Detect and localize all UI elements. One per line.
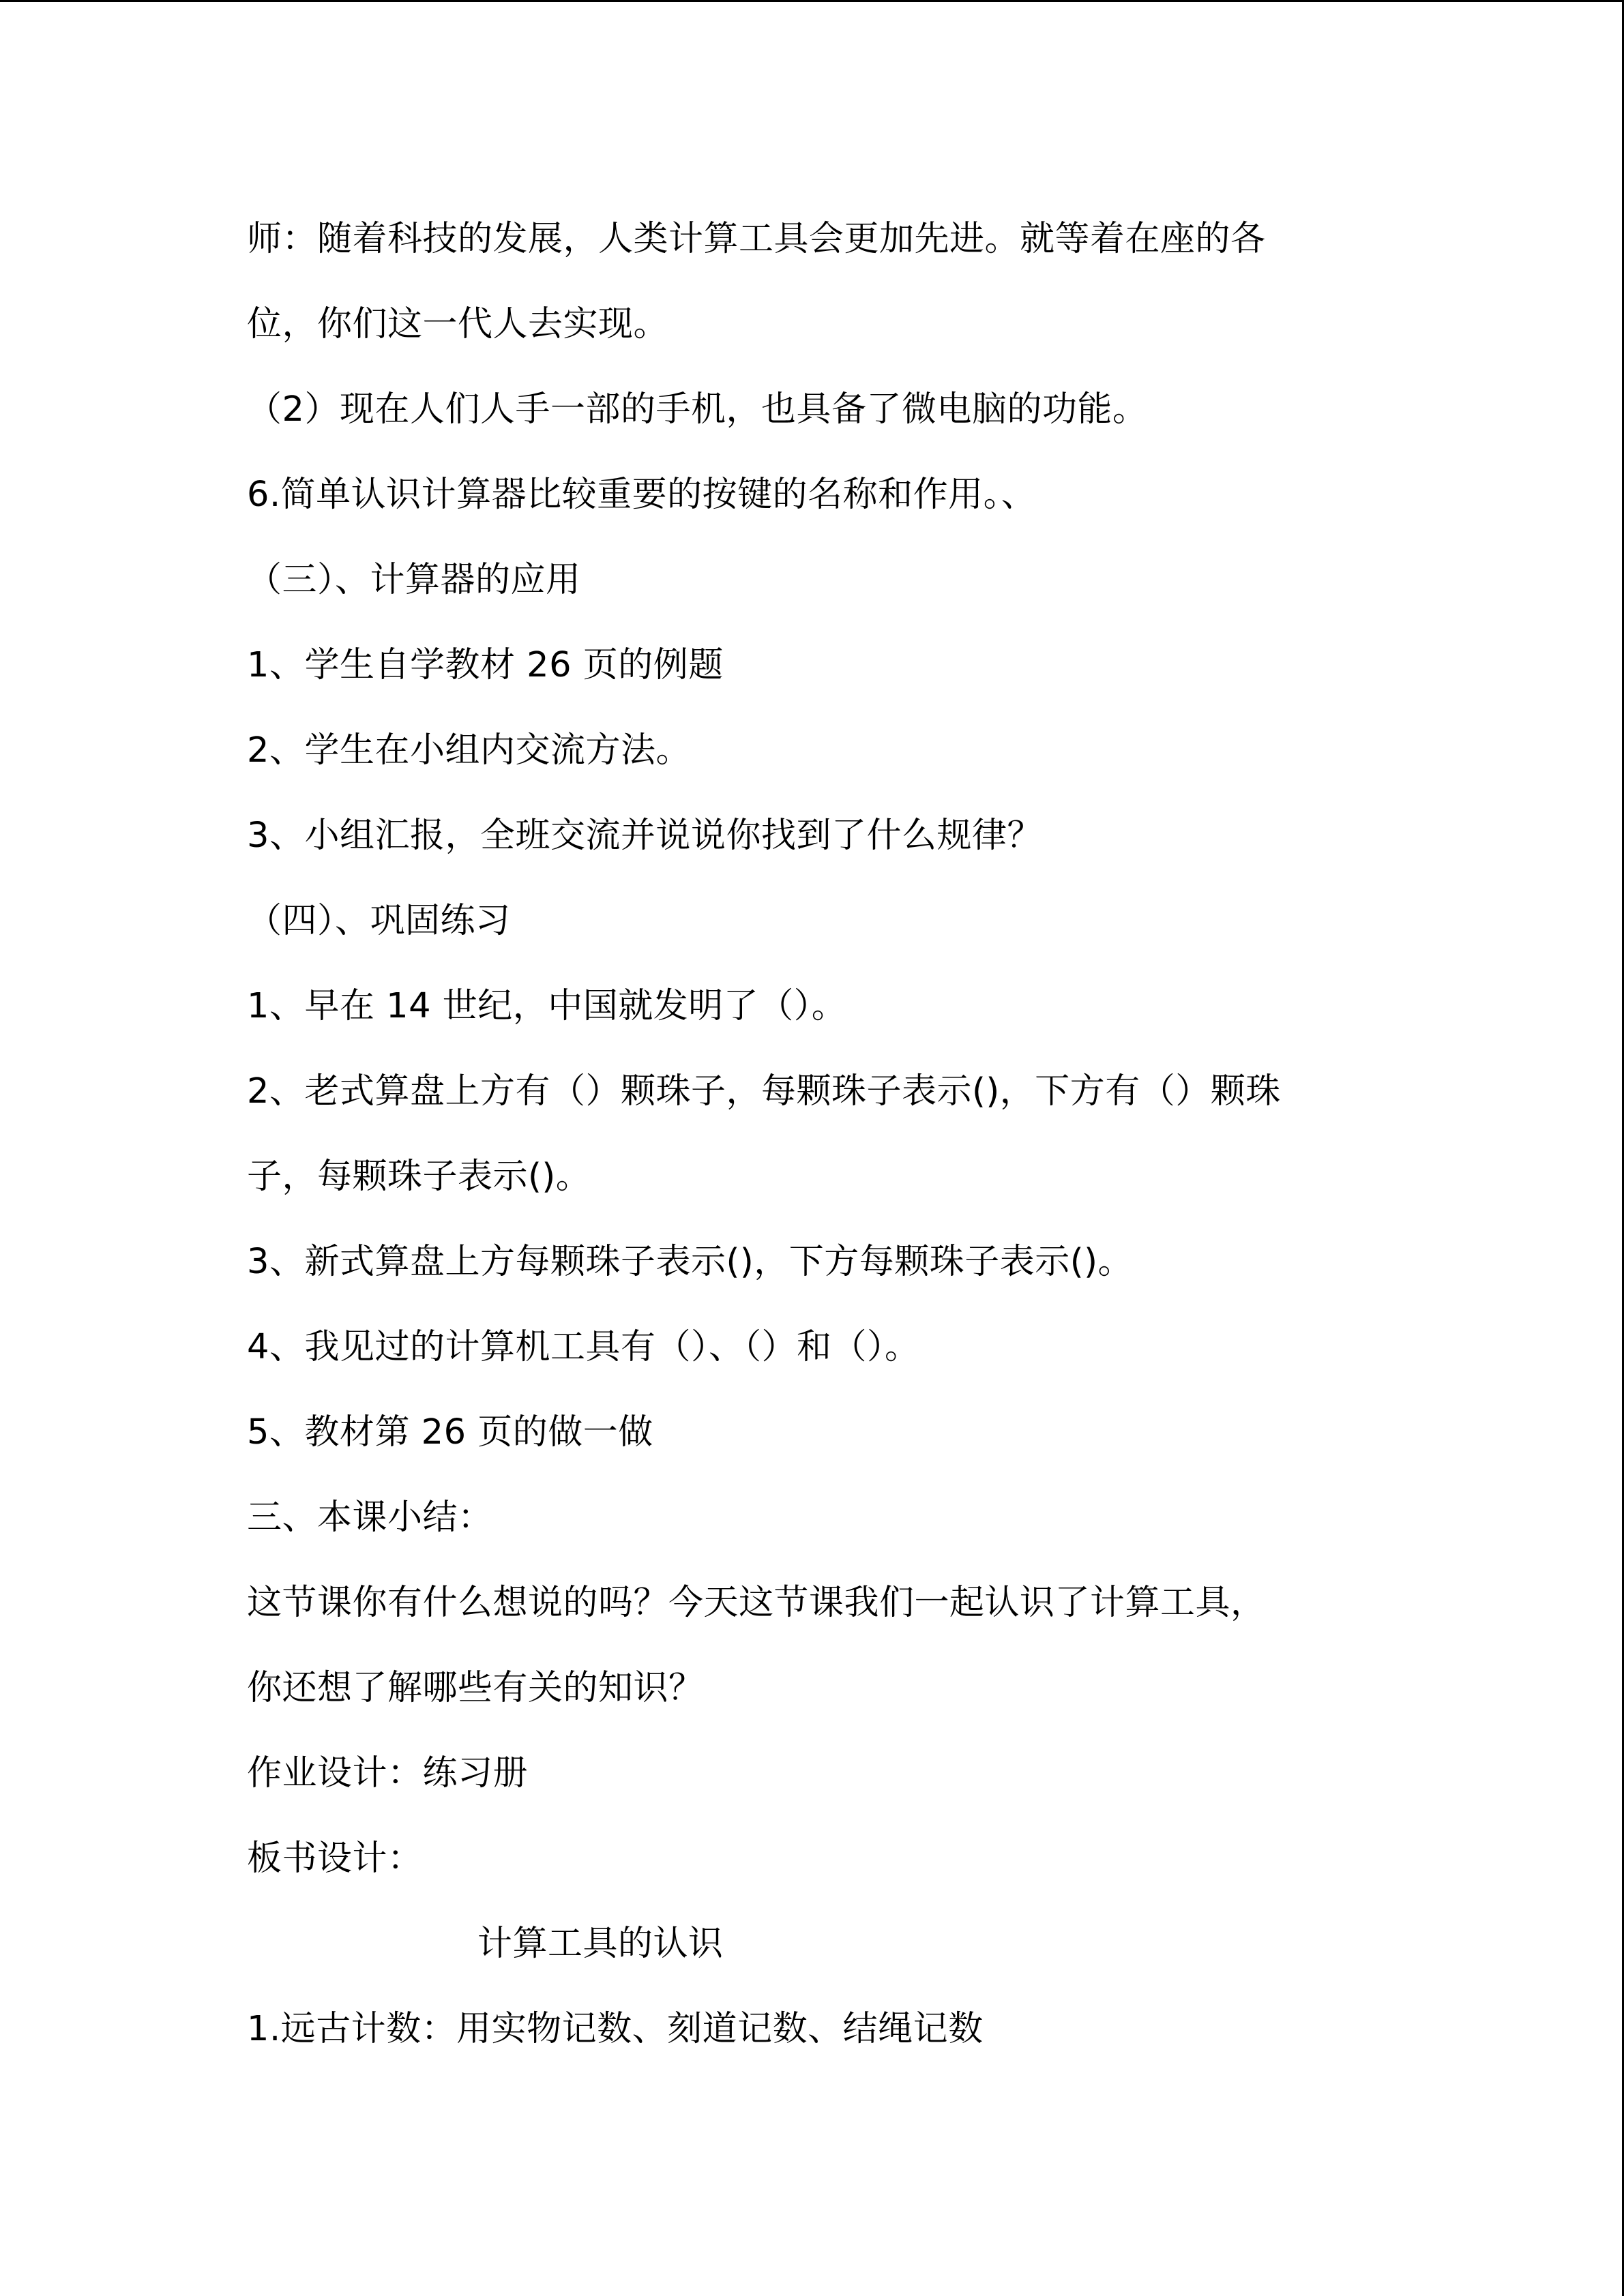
page-top-border xyxy=(0,0,1624,2)
section-heading-practice: （四）、巩固练习 xyxy=(247,901,511,941)
board-design-item-1: 1.远古计数：用实物记数、刻道记数、结绳记数 xyxy=(247,2009,984,2049)
exercise-item-5: 5、教材第 26 页的做一做 xyxy=(247,1412,653,1452)
exercise-item-4: 4、我见过的计算机工具有（）、（）和（）。 xyxy=(247,1327,920,1367)
board-design-heading: 板书设计： xyxy=(247,1838,423,1879)
paragraph-teacher-line-1: 师：随着科技的发展，人类计算工具会更加先进。就等着在座的各 xyxy=(247,219,1266,259)
paragraph-teacher-line-2: 位，你们这一代人去实现。 xyxy=(247,304,669,344)
paragraph-summary-line-2: 你还想了解哪些有关的知识？ xyxy=(247,1668,704,1708)
section-heading-summary: 三、本课小结： xyxy=(247,1497,493,1538)
homework-design: 作业设计：练习册 xyxy=(247,1753,529,1793)
paragraph-calculator-keys: 6.简单认识计算器比较重要的按键的名称和作用。、 xyxy=(247,475,1037,515)
paragraph-mobile-phone: （2）现在人们人手一部的手机，也具备了微电脑的功能。 xyxy=(247,389,1148,430)
paragraph-summary-line-1: 这节课你有什么想说的吗？今天这节课我们一起认识了计算工具， xyxy=(247,1583,1266,1623)
exercise-item-2-line-1: 2、老式算盘上方有（）颗珠子，每颗珠子表示()，下方有（）颗珠 xyxy=(247,1071,1281,1112)
exercise-item-3: 3、新式算盘上方每颗珠子表示()，下方每颗珠子表示()。 xyxy=(247,1242,1134,1282)
board-design-title: 计算工具的认识 xyxy=(477,1924,724,1964)
list-item-group-exchange: 2、学生在小组内交流方法。 xyxy=(247,730,691,771)
section-heading-calculator-application: （三）、计算器的应用 xyxy=(247,560,581,600)
exercise-item-1: 1、早在 14 世纪，中国就发明了（）。 xyxy=(247,986,847,1026)
exercise-item-2-line-2: 子，每颗珠子表示()。 xyxy=(247,1157,591,1197)
list-item-self-study: 1、学生自学教材 26 页的例题 xyxy=(247,645,724,685)
list-item-group-report: 3、小组汇报，全班交流并说说你找到了什么规律？ xyxy=(247,816,1042,856)
